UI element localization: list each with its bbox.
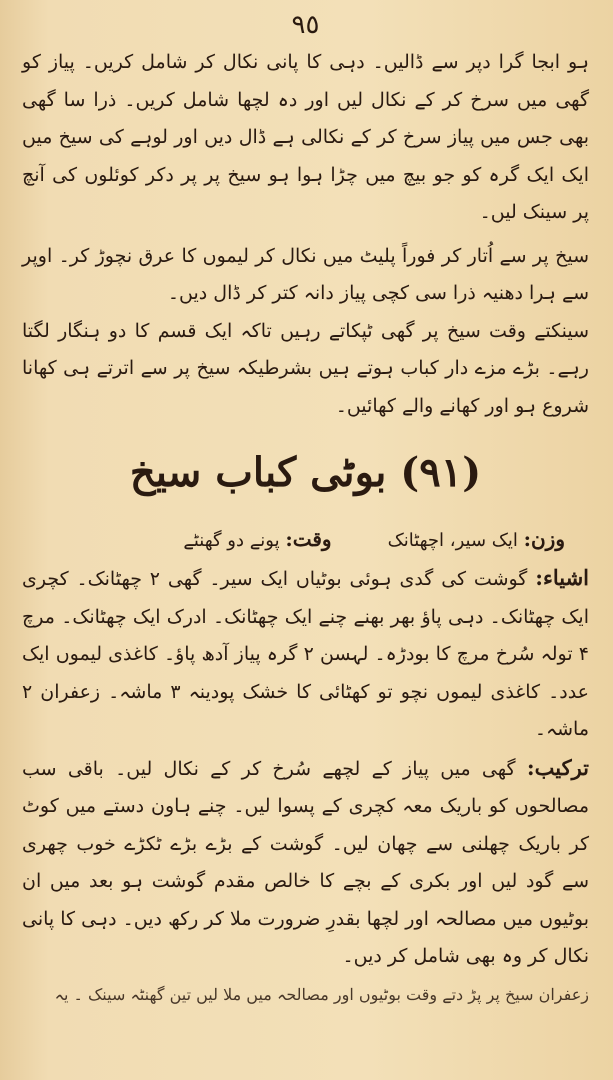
weight-info xyxy=(388,519,565,559)
time-value: پونے دو گھنٹے xyxy=(183,530,280,551)
method-paragraph xyxy=(22,749,589,976)
time-info xyxy=(183,519,331,559)
method-continuation: زعفران سیخ پر پڑ دتے وقت بوٹیوں اور مصالحہ میں ملا لیں تین گھنٹہ سینک ۔ یہ xyxy=(54,984,589,1004)
ingredients-text: گوشت کی گدی ہوئی بوٹیاں ایک سیر۔ گھی ۲ چھٹانک۔ کچری ایک چھٹانک۔ دہی پاؤ بھر بھنے چنے ایک چھٹانک۔ ادرک ایک چھٹانک۔ مرچ ۴ تولہ سُرخ مرچ کا بودڑہ۔ لہسن ۲ گرہ پیاز آدھ پاؤ۔ کاغذی لیموں ایک عدد۔ کاغذی لیموں نچو تو کھٹائی کا خشک پودینہ ۳ ماشہ۔ زعفران ۲ ماشہ۔ xyxy=(22,568,590,740)
intro-paragraph-2: سیخ پر سے اُتار کر فوراً پلیٹ میں نکال کر لیموں کا عرق نچوڑ کر۔ اوپر سے ہرا دھنیہ ذرا سی کچی پیاز دانہ کتر کر ڈال دیں۔ xyxy=(22,244,589,304)
recipe-meta xyxy=(22,519,589,559)
recipe-heading: (۹۱) بوٹی کباب سیخ xyxy=(129,449,482,496)
intro-paragraph-1: ہو ابجا گرا دپر سے ڈالیں۔ دہی کا پانی نکال کر شامل کریں۔ پیاز کو گھی میں سرخ کر کے نکال لیں اور دہ لچھا شامل کریں۔ ذرا سا گھی بھی جس میں پیاز سرخ کر کے نکالی ہے ڈال دیں اور لوہے کی سیخ میں ایک ایک گرہ کو جو بیچ میں چڑا ہوا ہو سیخ پر پر دکر کوئلوں کی آنچ پر سینک لیں۔ xyxy=(22,51,589,223)
ingredients-paragraph xyxy=(22,559,589,749)
intro-paragraph-3: سینکتے وقت سیخ پر گھی ٹپکاتے رہیں تاکہ ایک قسم کا دو ہنگار لگتا رہے۔ بڑے مزے دار کباب ہوتے ہیں بشرطیکہ سیخ پر سے اترتے ہی کھانا شروع ہو اور کھانے والے کھائیں۔ xyxy=(22,319,589,417)
ingredients-label: اشیاء: xyxy=(535,565,589,590)
method-text: گھی میں پیاز کے لچھے سُرخ کر کے نکال لیں۔ باقی سب مصالحوں کو باریک معہ کچری کے پسوا لیں۔ چنے ہاون دستے میں کوٹ کر باریک چھلنی سے چھان لیں۔ گوشت کے بڑے بڑے ٹکڑے خوب چھری سے گود لیں اور بکری کے بچے کا خالص مقدم گوشت ہو بعد میں ان بوٹیوں میں مصالحہ اور لچھا بقدرِ ضرورت ملا کر رکھ دیں۔ دہی کا پانی نکال کر وہ بھی شامل کر دیں۔ xyxy=(22,757,589,967)
time-label: وقت: xyxy=(285,527,332,551)
method-label: ترکیب: xyxy=(526,754,589,780)
weight-value: ایک سیر، اچھٹانک xyxy=(387,530,518,551)
page-number: ٩٥ xyxy=(291,10,320,40)
weight-label: وزن: xyxy=(523,527,565,551)
